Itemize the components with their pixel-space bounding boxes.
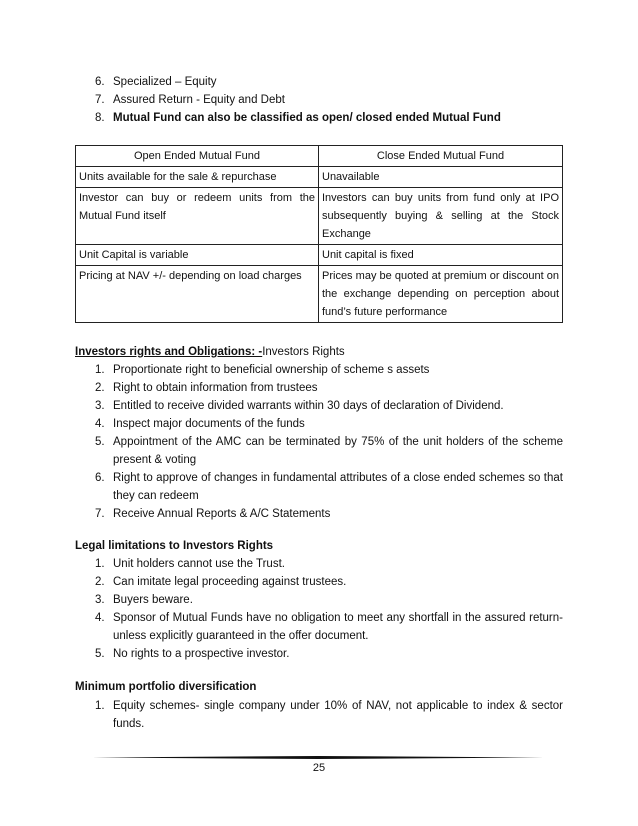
- table-cell: Unavailable: [319, 167, 563, 188]
- list-number: 5.: [95, 436, 105, 448]
- diversification-list: [95, 697, 563, 733]
- table-cell: Unit capital is fixed: [319, 245, 563, 266]
- list-number: 2.: [95, 382, 105, 394]
- list-item: [95, 469, 563, 505]
- list-text: Specialized – Equity: [113, 76, 217, 88]
- rights-heading: [75, 343, 345, 361]
- rights-list: [95, 361, 563, 523]
- table-cell: Unit Capital is variable: [76, 245, 319, 266]
- list-text: Mutual Fund can also be classified as open/ closed ended Mutual Fund: [113, 112, 501, 124]
- list-text: Inspect major documents of the funds: [113, 418, 305, 430]
- list-item: [95, 361, 563, 379]
- list-number: 7.: [95, 508, 105, 520]
- table-row: [76, 245, 563, 266]
- fund-type-list: [95, 73, 565, 127]
- table-header-row: [76, 146, 563, 167]
- list-item: [95, 555, 563, 573]
- list-text: Sponsor of Mutual Funds have no obligation to meet any shortfall in the assured return- unless explicitly guaranteed in the offer document.: [113, 612, 563, 642]
- list-number: 1.: [95, 700, 105, 712]
- list-text: Equity schemes- single company under 10% of NAV, not applicable to index & sector funds.: [113, 700, 563, 730]
- list-text: Receive Annual Reports & A/C Statements: [113, 508, 331, 520]
- list-item: [95, 609, 563, 645]
- rights-heading-rest: Investors Rights: [262, 346, 345, 358]
- list-text: Buyers beware.: [113, 594, 193, 606]
- list-item: [95, 505, 563, 523]
- list-item: [95, 591, 563, 609]
- list-number: 1.: [95, 558, 105, 570]
- table-cell: Units available for the sale & repurchase: [76, 167, 319, 188]
- table-cell: Pricing at NAV +/- depending on load charges: [76, 266, 319, 323]
- list-text: Appointment of the AMC can be terminated by 75% of the unit holders of the scheme present & voting: [113, 436, 563, 466]
- list-item: [95, 73, 565, 91]
- comparison-table: [75, 145, 563, 323]
- table-cell: Investor can buy or redeem units from the Mutual Fund itself: [76, 188, 319, 245]
- list-number: 6.: [95, 472, 105, 484]
- list-item: [95, 91, 565, 109]
- column-header-close-ended: Close Ended Mutual Fund: [319, 146, 563, 167]
- list-item: [95, 397, 563, 415]
- list-item: [95, 697, 563, 733]
- list-item: [95, 415, 563, 433]
- list-item: [95, 573, 563, 591]
- list-item: [95, 433, 563, 469]
- list-item: [95, 109, 565, 127]
- list-number: 4.: [95, 612, 105, 624]
- table-row: [76, 167, 563, 188]
- list-text: Can imitate legal proceeding against trustees.: [113, 576, 347, 588]
- table-cell: Prices may be quoted at premium or discount on the exchange depending on perception about fund’s future performance: [319, 266, 563, 323]
- list-text: Proportionate right to beneficial ownership of scheme s assets: [113, 364, 430, 376]
- list-text: Right to approve of changes in fundamental attributes of a close ended schemes so that they can redeem: [113, 472, 563, 502]
- list-item: [95, 645, 563, 663]
- list-number: 1.: [95, 364, 105, 376]
- list-item: [95, 379, 563, 397]
- list-text: No rights to a prospective investor.: [113, 648, 290, 660]
- list-text: Assured Return - Equity and Debt: [113, 94, 285, 106]
- list-number: 3.: [95, 400, 105, 412]
- list-number: 7.: [95, 94, 105, 106]
- list-number: 4.: [95, 418, 105, 430]
- list-text: Unit holders cannot use the Trust.: [113, 558, 285, 570]
- list-number: 2.: [95, 576, 105, 588]
- table-cell: Investors can buy units from fund only at IPO subsequently buying & selling at the Stock Exchange: [319, 188, 563, 245]
- rights-heading-bold: Investors rights and Obligations: -: [75, 346, 263, 358]
- list-number: 6.: [95, 76, 105, 88]
- list-text: Right to obtain information from trustees: [113, 382, 318, 394]
- table-row: [76, 266, 563, 323]
- limitations-heading: Legal limitations to Investors Rights: [75, 540, 274, 552]
- page-number: 25: [312, 762, 326, 774]
- list-number: 3.: [95, 594, 105, 606]
- limitations-list: [95, 555, 563, 663]
- footer-divider: [92, 756, 544, 759]
- diversification-heading: Minimum portfolio diversification: [75, 681, 257, 693]
- list-number: 8.: [95, 112, 105, 124]
- column-header-open-ended: Open Ended Mutual Fund: [76, 146, 319, 167]
- table-row: [76, 188, 563, 245]
- list-text: Entitled to receive divided warrants within 30 days of declaration of Dividend.: [113, 400, 504, 412]
- list-number: 5.: [95, 648, 105, 660]
